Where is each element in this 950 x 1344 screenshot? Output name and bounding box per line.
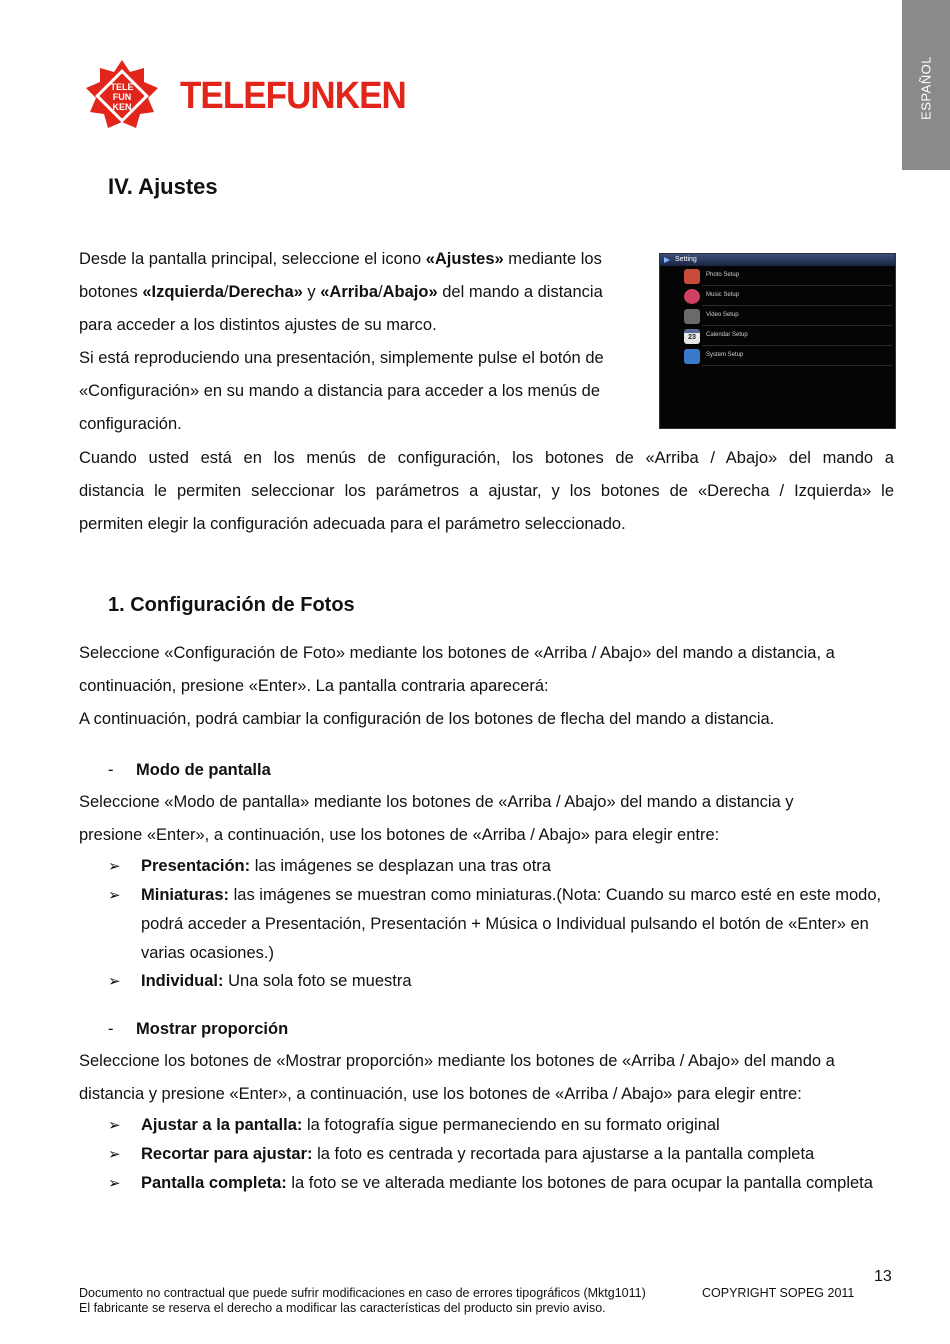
proporcion-bullet-recortar (108, 1140, 898, 1169)
proporcion-line-2: distancia y presione «Enter», a continuación, use los botones de «Arriba / Abajo» para elegir entre: (79, 1085, 802, 1103)
bullet-text: las imágenes se desplazan una tras otra (250, 857, 551, 875)
para2-line-1: Cuando usted está en los menús de configuración, los botones de «Arriba / Abajo» del mando a (79, 449, 894, 467)
intro-line-1-a: Desde la pantalla principal, seleccione el icono (79, 250, 426, 268)
intro-line-2-a: botones (79, 283, 143, 301)
proporcion-heading (108, 1017, 288, 1041)
language-tab (902, 0, 950, 170)
intro-line-2-i: del mando a distancia (437, 283, 603, 301)
modo-bullet-individual (108, 967, 898, 996)
bullet-bold: Miniaturas: (141, 886, 230, 904)
menu-item-system-setup (684, 348, 884, 366)
bullet-text: la foto se ve alterada mediante los botones de para ocupar la pantalla completa (286, 1174, 873, 1192)
modo-bullet-presentacion (108, 852, 898, 881)
bullet-bold: Individual: (141, 972, 224, 990)
intro-line-1-c: mediante los (503, 250, 602, 268)
menu-item-label: Video Setup (706, 312, 739, 318)
modo-bullet-miniaturas (108, 881, 898, 968)
sub-para-line-2: continuación, presione «Enter». La pantalla contraria aparecerá: (79, 677, 549, 695)
intro-line-2-b: «Izquierda (142, 283, 224, 301)
music-icon (684, 289, 700, 304)
calendar-icon: 23 (684, 329, 700, 344)
sub-para-line-3: A continuación, podrá cambiar la configuración de los botones de flecha del mando a distancia. (79, 710, 775, 728)
intro-line-1 (79, 243, 602, 276)
menu-item-label: Photo Setup (706, 272, 740, 278)
intro-line-3: para acceder a los distintos ajustes de su marco. (79, 316, 437, 334)
proporcion-line-1: Seleccione los botones de «Mostrar proporción» mediante los botones de «Arriba / Abajo» del mando a (79, 1052, 835, 1070)
play-arrow-icon (664, 257, 670, 263)
menu-separator (702, 325, 892, 326)
modo-line-2: presione «Enter», a continuación, use los botones de «Arriba / Abajo» para elegir entre: (79, 826, 720, 844)
section-title: IV. Ajustes (108, 174, 218, 199)
emblem-line-1: TELE (110, 82, 134, 92)
modo-dash: - (108, 761, 114, 779)
bullet-arrow-icon: ➢ (108, 1146, 121, 1163)
intro-line-4: Si está reproduciendo una presentación, simplemente pulse el botón de (79, 349, 604, 367)
bullet-text: la foto es centrada y recortada para ajustarse a la pantalla completa (312, 1145, 815, 1163)
para2-line-2: distancia le permiten seleccionar los parámetros a ajustar, y los botones de «Derecha / Izquierda» le (79, 482, 894, 500)
proporcion-title: Mostrar proporción (136, 1020, 289, 1038)
menu-item-label: Calendar Setup (706, 332, 748, 338)
bullet-arrow-icon: ➢ (108, 887, 121, 904)
telefunken-emblem-icon (84, 58, 160, 134)
intro-line-2-g: / (378, 283, 383, 301)
proporcion-bullet-ajustar (108, 1111, 898, 1140)
bullet-text: la fotografía sigue permaneciendo en su formato original (302, 1116, 720, 1134)
emblem-line-2: FUN (112, 92, 132, 102)
settings-title-bar (660, 254, 895, 266)
footer-line-2: El fabricante se reserva el derecho a modificar las características del producto sin previo aviso. (79, 1301, 606, 1315)
subsection-title: 1. Configuración de Fotos (108, 594, 355, 616)
footer-line-1: Documento no contractual que puede sufrir modificaciones en caso de errores tipográficos (Mktg1011) (79, 1286, 646, 1300)
menu-item-music-setup (684, 288, 884, 306)
intro-line-1-b: «Ajustes» (425, 250, 504, 268)
photo-icon (684, 269, 700, 284)
modo-heading (108, 758, 271, 782)
footer-copyright: COPYRIGHT SOPEG 2011 (702, 1286, 855, 1300)
menu-separator (702, 365, 892, 366)
modo-title: Modo de pantalla (136, 761, 271, 779)
intro-line-2-h: Abajo» (382, 283, 438, 301)
menu-item-calendar-setup (684, 328, 884, 346)
bullet-bold: Pantalla completa: (141, 1174, 287, 1192)
settings-screenshot (659, 253, 896, 429)
menu-item-label: System Setup (706, 352, 744, 358)
video-icon (684, 309, 700, 324)
brand-wordmark: TELEFUNKEN (180, 75, 406, 117)
telefunken-logo (84, 58, 404, 134)
bullet-arrow-icon: ➢ (108, 858, 121, 875)
intro-line-2 (79, 276, 603, 309)
system-icon (684, 349, 700, 364)
intro-line-2-f: «Arriba (320, 283, 379, 301)
bullet-text: Una sola foto se muestra (223, 972, 412, 990)
intro-line-2-e: y (302, 283, 321, 301)
menu-separator (702, 345, 892, 346)
proporcion-bullet-completa (108, 1169, 898, 1198)
menu-item-photo-setup (684, 268, 884, 286)
intro-line-5: «Configuración» en su mando a distancia para acceder a los menús de (79, 382, 600, 400)
language-tab-label: ESPAÑOL (918, 56, 934, 120)
bullet-bold: Recortar para ajustar: (141, 1145, 313, 1163)
bullet-arrow-icon: ➢ (108, 1175, 121, 1192)
para2-line-3: permiten elegir la configuración adecuada para el parámetro seleccionado. (79, 515, 626, 533)
intro-line-6: configuración. (79, 415, 182, 433)
menu-item-label: Music Setup (706, 292, 740, 298)
page-number: 13 (874, 1268, 892, 1285)
bullet-text: las imágenes se muestran como miniaturas.(Nota: Cuando su marco esté en este modo, podrá acceder a Presentación, Presentación + Música o Individual pulsando el botón de «Enter» en varias ocasiones.) (141, 886, 882, 962)
menu-separator (702, 285, 892, 286)
menu-separator (702, 305, 892, 306)
bullet-bold: Presentación: (141, 857, 251, 875)
menu-item-video-setup (684, 308, 884, 326)
intro-line-2-c: / (223, 283, 229, 301)
bullet-arrow-icon: ➢ (108, 1117, 121, 1134)
settings-title: Setting (675, 256, 697, 263)
proporcion-dash: - (108, 1020, 114, 1038)
intro-line-2-d: Derecha» (228, 283, 303, 301)
bullet-arrow-icon: ➢ (108, 973, 121, 990)
bullet-bold: Ajustar a la pantalla: (141, 1116, 303, 1134)
sub-para-line-1: Seleccione «Configuración de Foto» mediante los botones de «Arriba / Abajo» del mando a distancia, a (79, 644, 835, 662)
modo-line-1: Seleccione «Modo de pantalla» mediante los botones de «Arriba / Abajo» del mando a distancia y (79, 793, 794, 811)
emblem-line-3: KEN (112, 102, 132, 112)
